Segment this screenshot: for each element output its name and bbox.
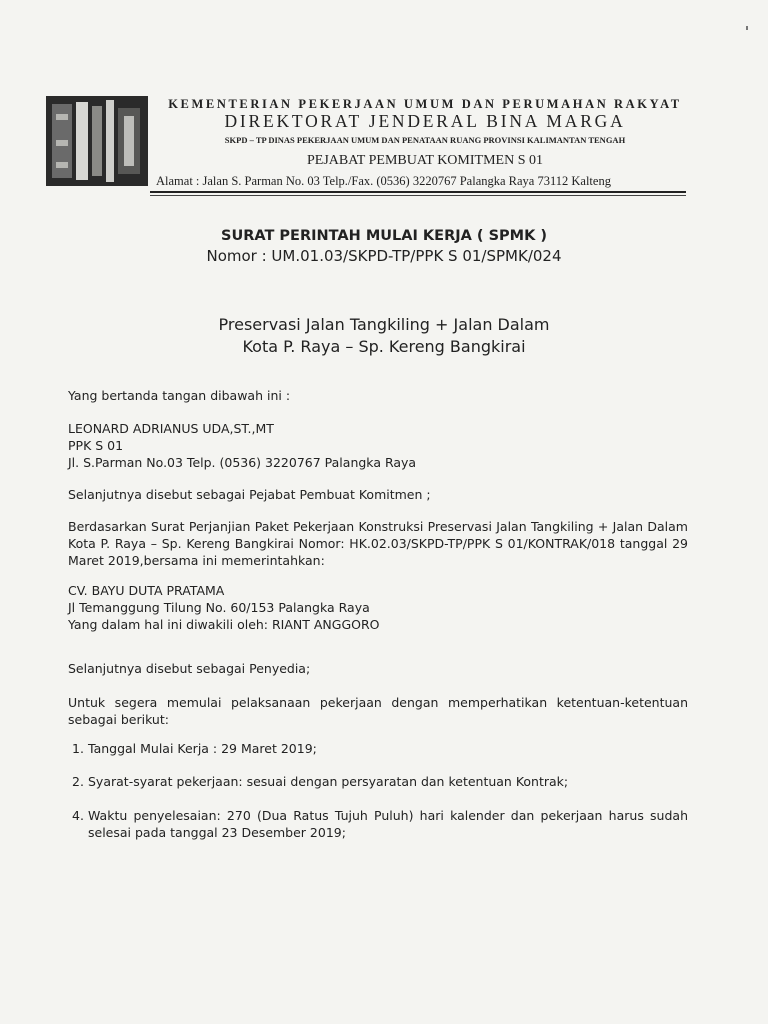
signer-name: LEONARD ADRIANUS UDA,ST.,MT	[68, 421, 274, 436]
scan-speck	[746, 26, 748, 30]
signer-alias: Selanjutnya disebut sebagai Pejabat Pembuat Komitmen ;	[68, 487, 431, 502]
letterhead-address: Alamat : Jalan S. Parman No. 03 Telp./Fax. (0536) 3220767 Palangka Raya 73112 Kalteng	[156, 174, 611, 188]
list-item-text: Tanggal Mulai Kerja : 29 Maret 2019;	[88, 741, 317, 756]
provider-address: Jl Temanggung Tilung No. 60/153 Palangka Raya	[68, 600, 370, 615]
letterhead-rule-thin	[150, 195, 686, 196]
official-title: PEJABAT PEMBUAT KOMITMEN S 01	[307, 153, 543, 168]
document-number: Nomor : UM.01.03/SKPD-TP/PPK S 01/SPMK/024	[206, 247, 562, 265]
document-title: SURAT PERINTAH MULAI KERJA ( SPMK )	[221, 228, 547, 244]
provider-alias: Selanjutnya disebut sebagai Penyedia;	[68, 661, 311, 676]
list-item-number: 2.	[72, 774, 84, 789]
letterhead-rule	[150, 191, 686, 193]
instruction-text: Untuk segera memulai pelaksanaan pekerjaan dengan memperhatikan ketentuan-ketentuan sebagai berikut:	[68, 695, 688, 727]
list-item-text: Waktu penyelesaian: 270 (Dua Ratus Tujuh Puluh) hari kalender dan pekerjaan harus sudah selesai pada tanggal 23 Desember 2019;	[88, 808, 688, 840]
signer-address: Jl. S.Parman No.03 Telp. (0536) 3220767 Palangka Raya	[68, 455, 417, 470]
signer-role: PPK S 01	[68, 438, 124, 453]
provider-name: CV. BAYU DUTA PRATAMA	[68, 583, 225, 598]
intro-text: Yang bertanda tangan dibawah ini :	[68, 388, 291, 403]
directorate-name: DIREKTORAT JENDERAL BINA MARGA	[224, 111, 626, 131]
agency-name: SKPD – TP DINAS PEKERJAAN UMUM DAN PENATAAN RUANG PROVINSI KALIMANTAN TENGAH	[224, 135, 626, 145]
provider-representative: Yang dalam hal ini diwakili oleh: RIANT ANGGORO	[68, 617, 380, 632]
ministry-name: KEMENTERIAN PEKERJAAN UMUM DAN PERUMAHAN RAKYAT	[168, 97, 682, 111]
ministry-logo	[46, 96, 148, 186]
list-item-text: Syarat-syarat pekerjaan: sesuai dengan persyaratan dan ketentuan Kontrak;	[88, 774, 569, 789]
list-item-number: 1.	[72, 741, 84, 756]
letterhead	[150, 96, 700, 171]
contract-basis: Berdasarkan Surat Perjanjian Paket Pekerjaan Konstruksi Preservasi Jalan Tangkiling + Jalan Dalam Kota P. Raya – Sp. Kereng Bangkirai Nomor: HK.02.03/SKPD-TP/PPK S 01/KONTRAK/018 tanggal 29 Maret 2019,bersama ini memerintahkan:	[68, 519, 688, 568]
project-name-line1: Preservasi Jalan Tangkiling + Jalan Dalam	[218, 315, 550, 334]
project-name-line2: Kota P. Raya – Sp. Kereng Bangkirai	[242, 337, 526, 356]
list-item-number: 4.	[72, 808, 84, 823]
